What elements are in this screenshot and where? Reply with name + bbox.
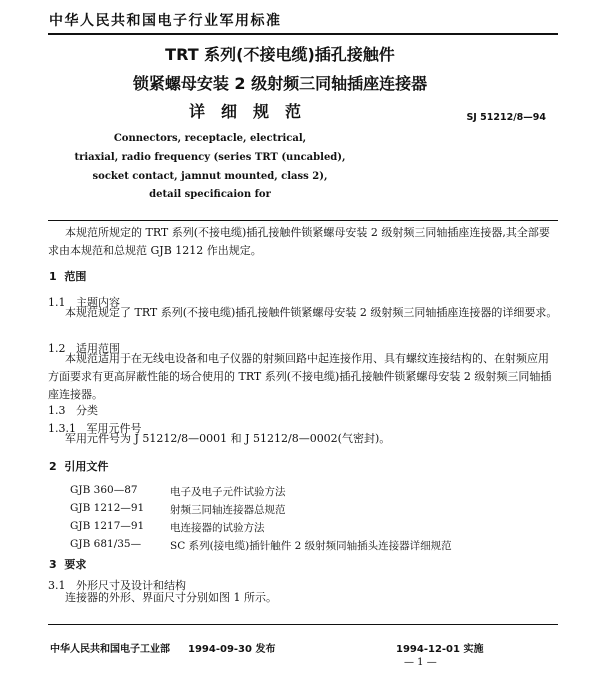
section-1-3-1-body: 军用元件号为 J 51212/8—0001 和 J 51212/8—0002(气密封)。: [65, 432, 391, 445]
section-1-3-1-title: 军用元件号: [86, 422, 142, 435]
title-line-2: 锁紧螺母安装 2 级射频三同轴插座连接器: [132, 74, 428, 93]
reference-title: 射频三同轴连接器总规范: [170, 504, 286, 516]
page-number: — 1 —: [404, 657, 437, 668]
footer-issuer: 中华人民共和国电子工业部: [50, 644, 170, 655]
section-1-3-1-number: 1.3.1: [48, 422, 76, 435]
reference-title: 电子及电子元件试验方法: [170, 486, 286, 498]
section-1-1-number: 1.1: [48, 296, 66, 309]
section-3-heading: [49, 556, 86, 572]
english-title-line-1: Connectors, receptacle, electrical,: [113, 133, 307, 144]
title-line-3: 详 细 规 范: [188, 102, 301, 121]
section-1-number: 1: [49, 270, 57, 283]
reference-title: 电连接器的试验方法: [170, 522, 265, 534]
intro-paragraph: 本规范所规定的 TRT 系列(不接电缆)插孔接触件锁紧螺母安装 2 级射频三同轴插座连接器,其全部要求由本规范和总规范 GJB 1212 作出规定。: [48, 226, 550, 257]
section-3-title: 要求: [64, 558, 87, 571]
section-3-1-title: 外形尺寸及设计和结构: [76, 579, 186, 592]
section-3-1-number: 3.1: [48, 579, 66, 592]
english-title-line-3: socket contact, jamnut mounted, class 2),: [92, 171, 328, 182]
standard-code: SJ 51212/8—94: [466, 112, 546, 123]
section-1-1-body: 本规范规定了 TRT 系列(不接电缆)插孔接触件锁紧螺母安装 2 级射频三同轴插座连接器的详细要求。: [65, 306, 558, 319]
section-2-heading: [49, 458, 108, 474]
header-rule: [48, 33, 558, 35]
standard-header: 中华人民共和国电子行业军用标准: [49, 13, 282, 29]
footer-issued-date: 1994-09-30 发布: [188, 644, 276, 655]
reference-code: GJB 1217—91: [70, 520, 145, 532]
section-1-2-number: 1.2: [48, 342, 66, 355]
footer-rule: [48, 624, 558, 625]
section-1-3-number: 1.3: [48, 404, 66, 417]
section-1-2-body: 本规范适用于在无线电设备和电子仪器的射频回路中起连接作用、具有螺纹连接结构的、在射频应用方面要求有更高屏蔽性能的场合使用的 TRT 系列(不接电缆)插孔接触件锁紧螺母安装 2 级射频三同轴插座连接器。: [48, 352, 552, 401]
section-2-number: 2: [49, 460, 57, 473]
section-1-2-title: 适用范围: [76, 342, 120, 355]
reference-code: GJB 360—87: [70, 484, 138, 496]
reference-code: GJB 681/35—: [70, 538, 142, 550]
section-1-3-heading: [48, 402, 98, 418]
section-3-1-body: 连接器的外形、界面尺寸分别如图 1 所示。: [65, 591, 277, 604]
section-1-1-title: 主题内容: [76, 296, 120, 309]
reference-title: SC 系列(接电缆)插针触件 2 级射频同轴插头连接器详细规范: [170, 540, 452, 552]
reference-code: GJB 1212—91: [70, 502, 145, 514]
footer-effective-date: 1994-12-01 实施: [396, 644, 484, 655]
section-2-title: 引用文件: [64, 460, 109, 473]
english-title-line-2: triaxial, radio frequency (series TRT (uncabled),: [74, 152, 346, 163]
section-3-number: 3: [49, 558, 57, 571]
english-title-line-4: detail specificaion for: [149, 189, 271, 200]
section-1-3-title: 分类: [76, 404, 98, 417]
title-rule: [48, 220, 558, 221]
section-1-title: 范围: [64, 270, 87, 283]
section-1-heading: [49, 268, 86, 284]
title-line-1: TRT 系列(不接电缆)插孔接触件: [165, 45, 395, 64]
